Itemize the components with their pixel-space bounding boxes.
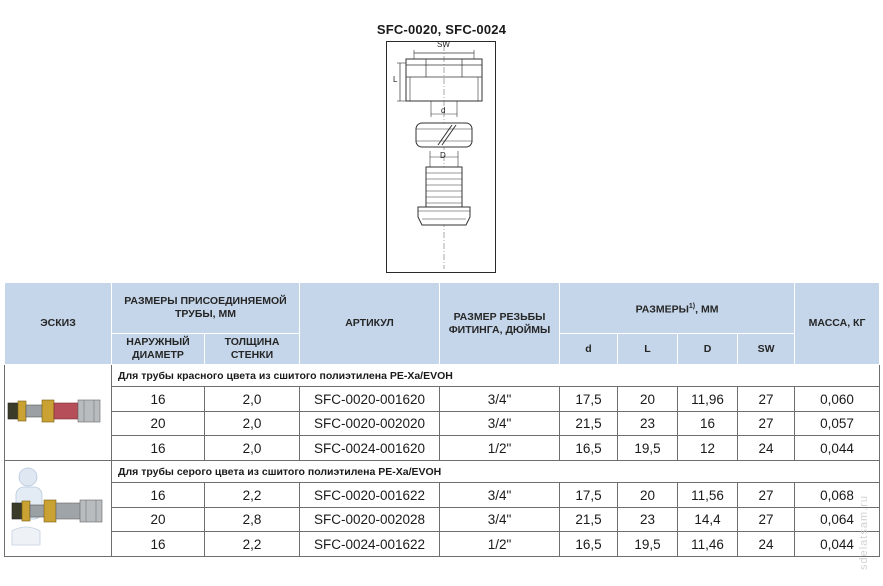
table-row <box>5 387 880 412</box>
cell-article: SFC-0024-001622 <box>300 532 440 557</box>
cell-l: 23 <box>618 411 678 436</box>
cell-big-d: 11,46 <box>678 532 738 557</box>
cell-thread: 1/2" <box>440 532 560 557</box>
header-pipe-sizes: РАЗМЕРЫ ПРИСОЕДИНЯЕМОЙ ТРУБЫ, ММ <box>112 283 300 334</box>
cell-l: 19,5 <box>618 436 678 461</box>
dim-label-sw: SW <box>437 40 450 49</box>
cell-d: 21,5 <box>560 507 618 532</box>
header-dimensions <box>560 283 795 334</box>
cell-mass: 0,068 <box>795 483 880 508</box>
group-title-red-pipe: Для трубы красного цвета из сшитого полиэтилена PE-Xa/EVOH <box>112 365 880 387</box>
cell-d: 17,5 <box>560 483 618 508</box>
cell-mass: 0,057 <box>795 411 880 436</box>
cell-big-d: 14,4 <box>678 507 738 532</box>
cell-sw: 27 <box>738 483 795 508</box>
spec-table <box>4 282 880 557</box>
cell-outer-diameter: 16 <box>112 532 205 557</box>
cell-mass: 0,060 <box>795 387 880 412</box>
cell-outer-diameter: 16 <box>112 387 205 412</box>
cell-l: 20 <box>618 387 678 412</box>
cell-article: SFC-0024-001620 <box>300 436 440 461</box>
cell-wall-thickness: 2,8 <box>205 507 300 532</box>
header-outer-diameter: НАРУЖНЫЙ ДИАМЕТР <box>112 334 205 365</box>
cell-l: 20 <box>618 483 678 508</box>
cell-outer-diameter: 20 <box>112 507 205 532</box>
gray-pipe-fitting-image <box>6 461 111 553</box>
cell-wall-thickness: 2,2 <box>205 483 300 508</box>
cell-mass: 0,044 <box>795 436 880 461</box>
cell-sw: 24 <box>738 532 795 557</box>
cell-sw: 27 <box>738 507 795 532</box>
cell-article: SFC-0020-002028 <box>300 507 440 532</box>
table-row <box>5 436 880 461</box>
header-sw: SW <box>738 334 795 365</box>
cell-big-d: 16 <box>678 411 738 436</box>
page-title: SFC-0020, SFC-0024 <box>376 22 507 37</box>
red-pipe-fitting-image <box>6 365 111 457</box>
header-big-d: D <box>678 334 738 365</box>
cell-thread: 3/4" <box>440 387 560 412</box>
cell-big-d: 11,96 <box>678 387 738 412</box>
cell-thread: 3/4" <box>440 483 560 508</box>
cell-article: SFC-0020-002020 <box>300 411 440 436</box>
header-wall-thickness: ТОЛЩИНА СТЕНКИ <box>205 334 300 365</box>
cell-thread: 3/4" <box>440 411 560 436</box>
cell-sw: 27 <box>738 411 795 436</box>
cell-wall-thickness: 2,0 <box>205 436 300 461</box>
table-row <box>5 532 880 557</box>
group-title-gray-pipe: Для трубы серого цвета из сшитого полиэтилена PE-Xa/EVOH <box>112 461 880 483</box>
dim-label-l: L <box>393 75 398 84</box>
cell-mass: 0,064 <box>795 507 880 532</box>
table-row <box>5 411 880 436</box>
cell-l: 19,5 <box>618 532 678 557</box>
cell-d: 21,5 <box>560 411 618 436</box>
cell-big-d: 11,56 <box>678 483 738 508</box>
cell-d: 17,5 <box>560 387 618 412</box>
cell-article: SFC-0020-001620 <box>300 387 440 412</box>
cell-mass: 0,044 <box>795 532 880 557</box>
header-l: L <box>618 334 678 365</box>
header-article: АРТИКУЛ <box>300 283 440 365</box>
site-watermark: sdelatsam.ru <box>858 495 870 570</box>
cell-outer-diameter: 20 <box>112 411 205 436</box>
cell-thread: 3/4" <box>440 507 560 532</box>
cell-sw: 24 <box>738 436 795 461</box>
dim-label-big-d: D <box>440 151 446 160</box>
header-sketch: ЭСКИЗ <box>5 283 112 365</box>
sketch-red-pipe-fitting <box>5 365 112 461</box>
sketch-gray-pipe-fitting <box>5 461 112 557</box>
cell-wall-thickness: 2,0 <box>205 387 300 412</box>
header-dimensions-footnote: 1) <box>688 302 696 310</box>
cell-d: 16,5 <box>560 436 618 461</box>
cell-outer-diameter: 16 <box>112 483 205 508</box>
header-dimensions-unit: , ММ <box>695 303 719 316</box>
cell-article: SFC-0020-001622 <box>300 483 440 508</box>
table-row <box>5 507 880 532</box>
cell-wall-thickness: 2,2 <box>205 532 300 557</box>
dim-label-d: d <box>441 106 446 115</box>
header-mass: МАССА, КГ <box>795 283 880 365</box>
cell-big-d: 12 <box>678 436 738 461</box>
cell-wall-thickness: 2,0 <box>205 411 300 436</box>
header-d: d <box>560 334 618 365</box>
table-row <box>5 483 880 508</box>
cell-l: 23 <box>618 507 678 532</box>
cell-d: 16,5 <box>560 532 618 557</box>
cell-sw: 27 <box>738 387 795 412</box>
cell-outer-diameter: 16 <box>112 436 205 461</box>
fitting-technical-drawing <box>386 41 496 273</box>
header-thread-size: РАЗМЕР РЕЗЬБЫ ФИТИНГА, ДЮЙМЫ <box>440 283 560 365</box>
cell-thread: 1/2" <box>440 436 560 461</box>
header-dimensions-label: РАЗМЕРЫ <box>635 303 689 316</box>
